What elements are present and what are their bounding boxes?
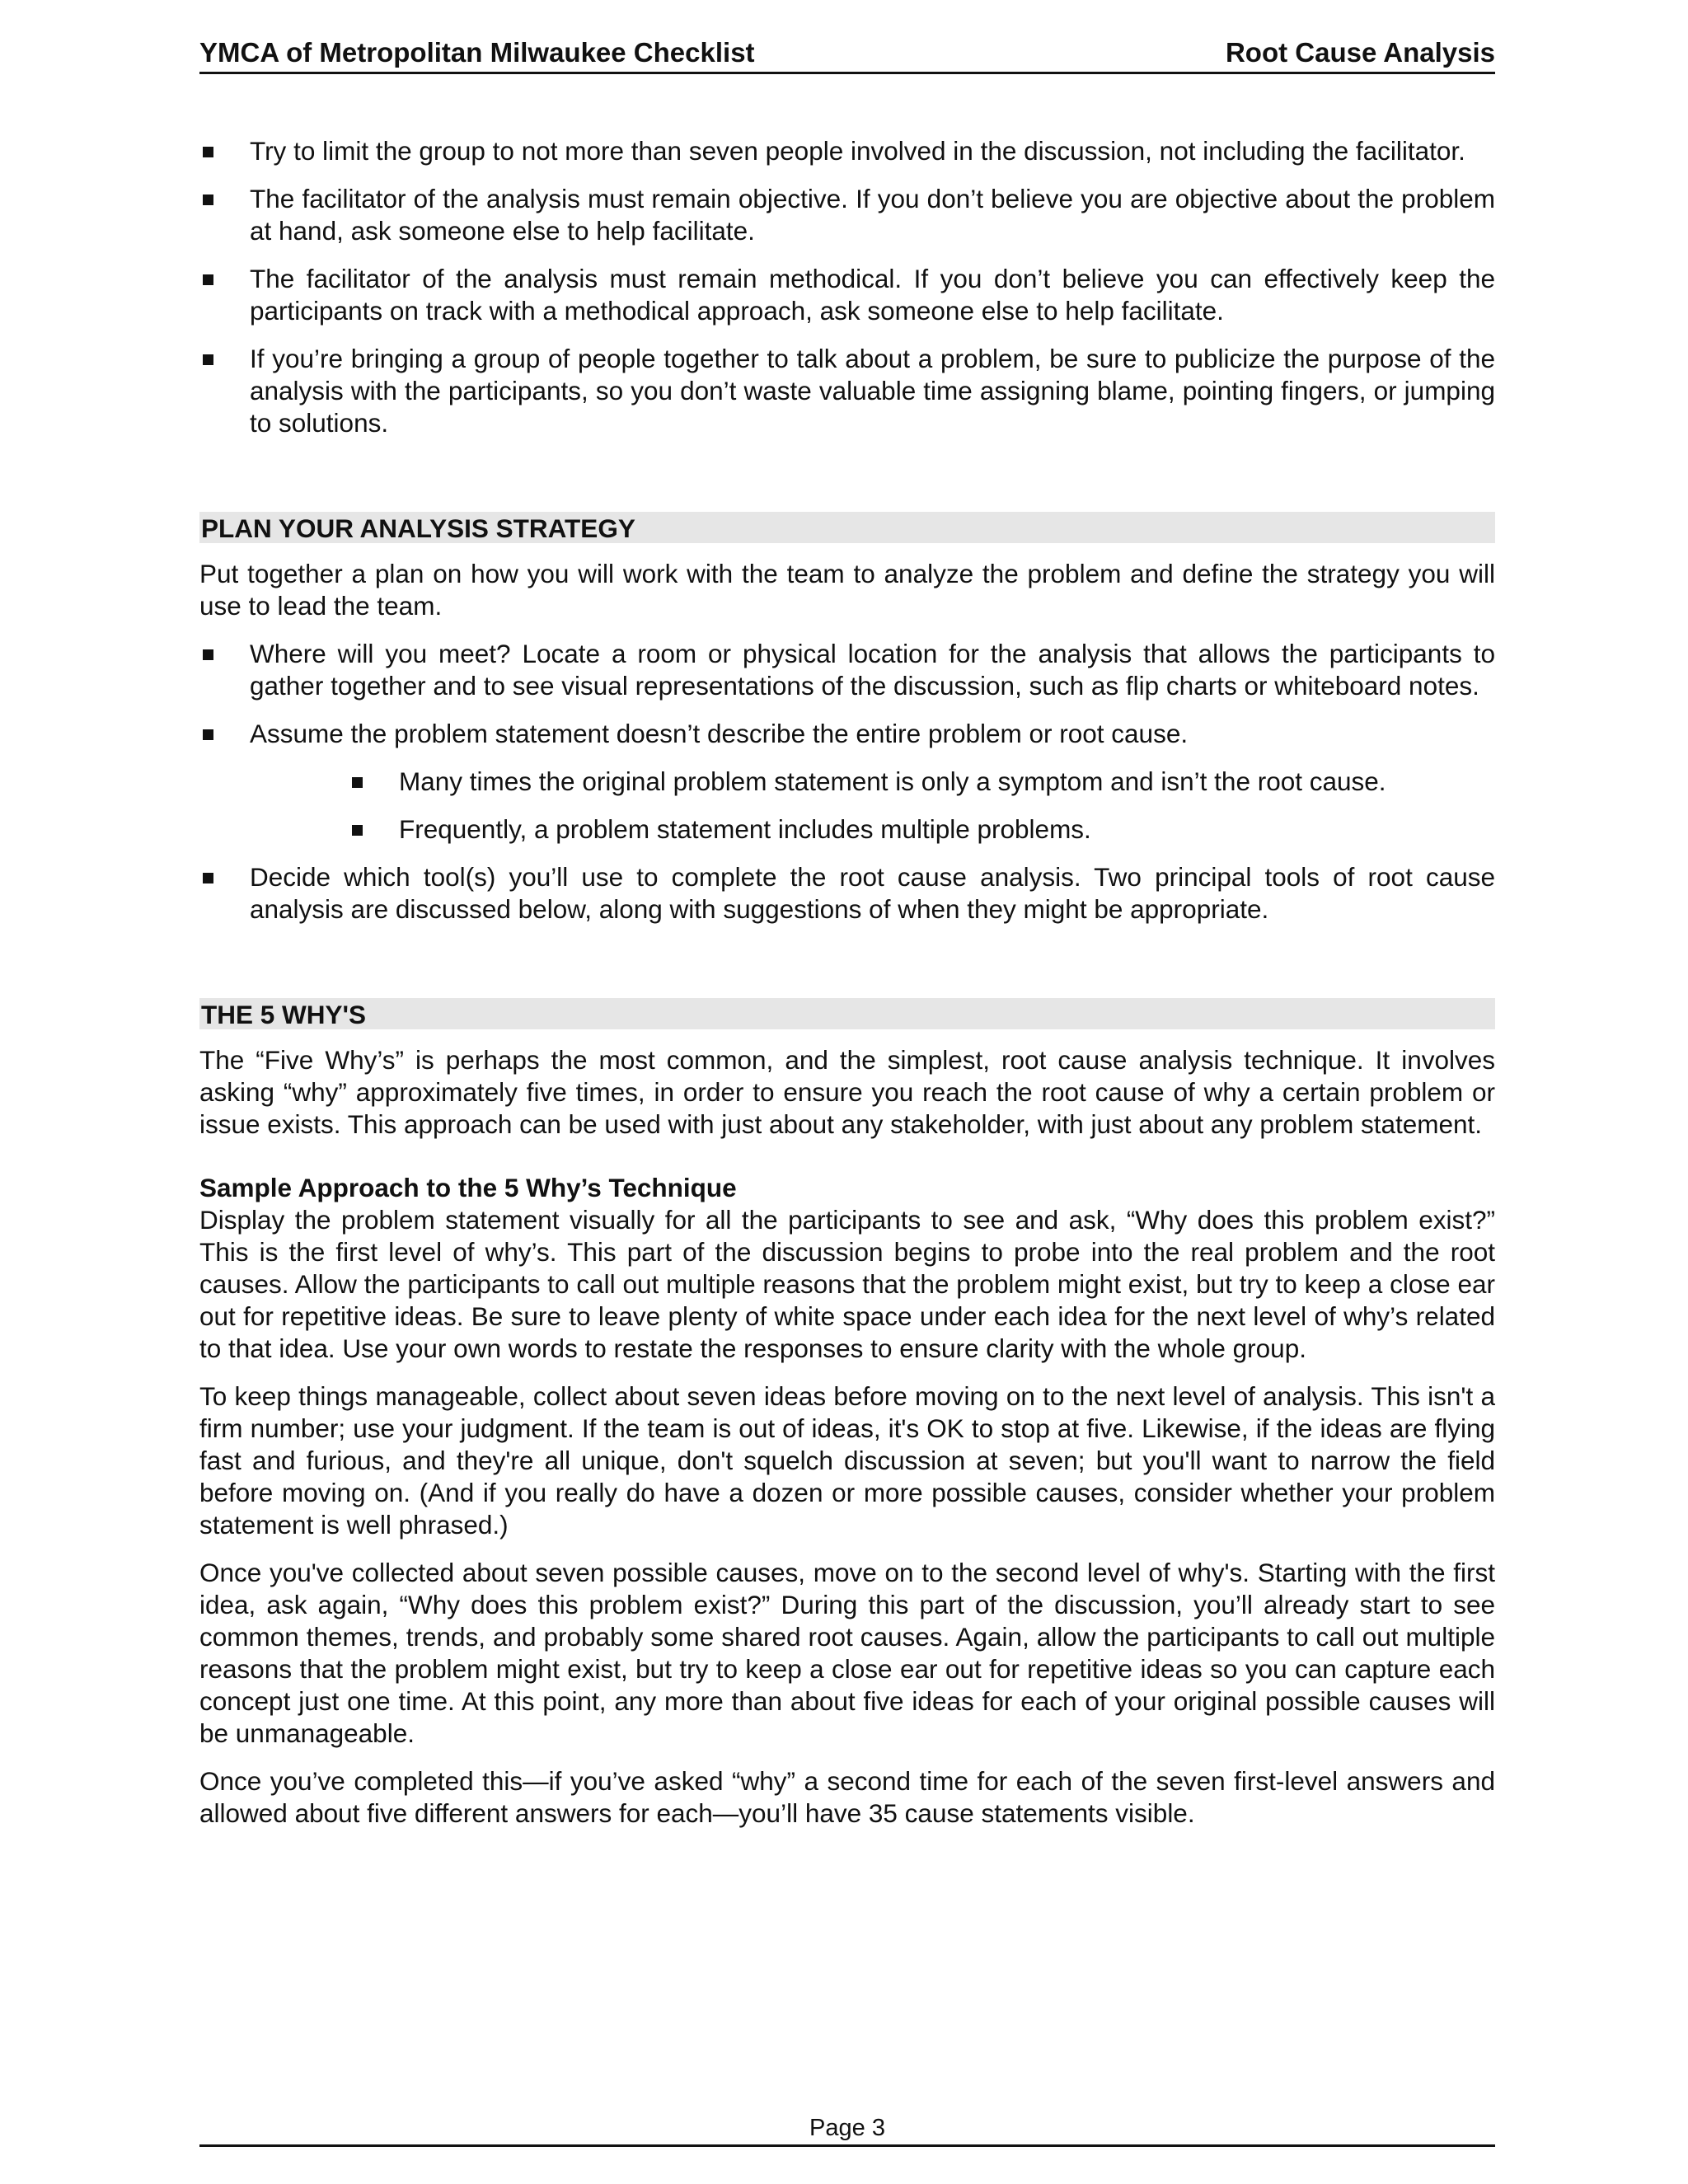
list-item: Assume the problem statement doesn’t describe the entire problem or root cause. <box>199 718 1495 750</box>
section-heading-plan: PLAN YOUR ANALYSIS STRATEGY <box>199 512 1495 543</box>
plan-list <box>199 638 1495 750</box>
list-item: Try to limit the group to not more than seven people involved in the discussion, not including the facilitator. <box>199 135 1495 167</box>
footer-rule <box>199 2144 1495 2147</box>
paragraph: To keep things manageable, collect about seven ideas before moving on to the next level of analysis. This isn't a firm number; use your judgment. If the team is out of ideas, it's OK to stop at five. Likewise, if the ideas are flying fast and furious, and they're all unique, don't squelch discussion at seven; but you'll want to narrow the field before moving on. (And if you really do have a dozen or more possible causes, consider whether your problem statement is well phrased.) <box>199 1381 1495 1540</box>
sub-list-item: Frequently, a problem statement includes multiple problems. <box>199 813 1495 846</box>
plan-sub-list <box>199 766 1495 846</box>
list-item: If you’re bringing a group of people together to talk about a problem, be sure to publicize the purpose of the analysis with the participants, so you don’t waste valuable time assigning blame, pointing fingers, or jumping to solutions. <box>199 343 1495 439</box>
sample-approach-subheading: Sample Approach to the 5 Why’s Technique <box>199 1173 737 1202</box>
paragraph: Once you’ve completed this—if you’ve asked “why” a second time for each of the seven first-level answers and allowed about five different answers for each—you’ll have 35 cause statements visible. <box>199 1766 1495 1828</box>
paragraph: Display the problem statement visually for all the participants to see and ask, “Why does this problem exist?” This is the first level of why’s. This part of the discussion begins to probe into the real problem and the root causes. Allow the participants to call out multiple reasons that the problem might exist, but try to keep a close ear out for repetitive ideas. Be sure to leave plenty of white space under each idea for the next level of why’s related to that idea. Use your own words to restate the responses to ensure clarity with the whole group. <box>199 1205 1495 1363</box>
page-number: Page 3 <box>809 2115 885 2141</box>
list-item: Where will you meet? Locate a room or physical location for the analysis that allows the participants to gather together and to see visual representations of the discussion, such as flip charts or whiteboard notes. <box>199 638 1495 702</box>
header-doc-title: Root Cause Analysis <box>1225 37 1495 68</box>
section-heading-5-whys: THE 5 WHY'S <box>199 998 1495 1029</box>
header-org-title: YMCA of Metropolitan Milwaukee Checklist <box>199 37 755 68</box>
paragraph: Once you've collected about seven possible causes, move on to the second level of why's. Starting with the first idea, ask again, “Why does this problem exist?” During this part of the discussion, you’ll already start to see common themes, trends, and probably some shared root causes. Again, allow the participants to call out multiple reasons that the problem might exist, but try to keep a close ear out for repetitive ideas so you can capture each concept just one time. At this point, any more than about five ideas for each of your original possible causes will be unmanageable. <box>199 1558 1495 1748</box>
facilitator-guidelines-list <box>199 135 1495 439</box>
plan-intro-paragraph: Put together a plan on how you will work with the team to analyze the problem and define the strategy you will use to lead the team. <box>199 559 1495 621</box>
list-item: Decide which tool(s) you’ll use to complete the root cause analysis. Two principal tools of root cause analysis are discussed below, along with suggestions of when they might be appropriate. <box>199 861 1495 926</box>
document-body <box>199 135 1495 1845</box>
page-header <box>199 38 1495 74</box>
whys-intro-paragraph: The “Five Why’s” is perhaps the most common, and the simplest, root cause analysis technique. It involves asking “why” approximately five times, in order to ensure you reach the root cause of why a certain problem or issue exists. This approach can be used with just about any stakeholder, with just about any problem statement. <box>199 1045 1495 1139</box>
sub-list-item: Many times the original problem statement is only a symptom and isn’t the root cause. <box>199 766 1495 798</box>
plan-list-continued <box>199 861 1495 926</box>
list-item: The facilitator of the analysis must remain objective. If you don’t believe you are objective about the problem at hand, ask someone else to help facilitate. <box>199 183 1495 247</box>
list-item: The facilitator of the analysis must remain methodical. If you don’t believe you can effectively keep the participants on track with a methodical approach, ask someone else to help facilitate. <box>199 263 1495 327</box>
